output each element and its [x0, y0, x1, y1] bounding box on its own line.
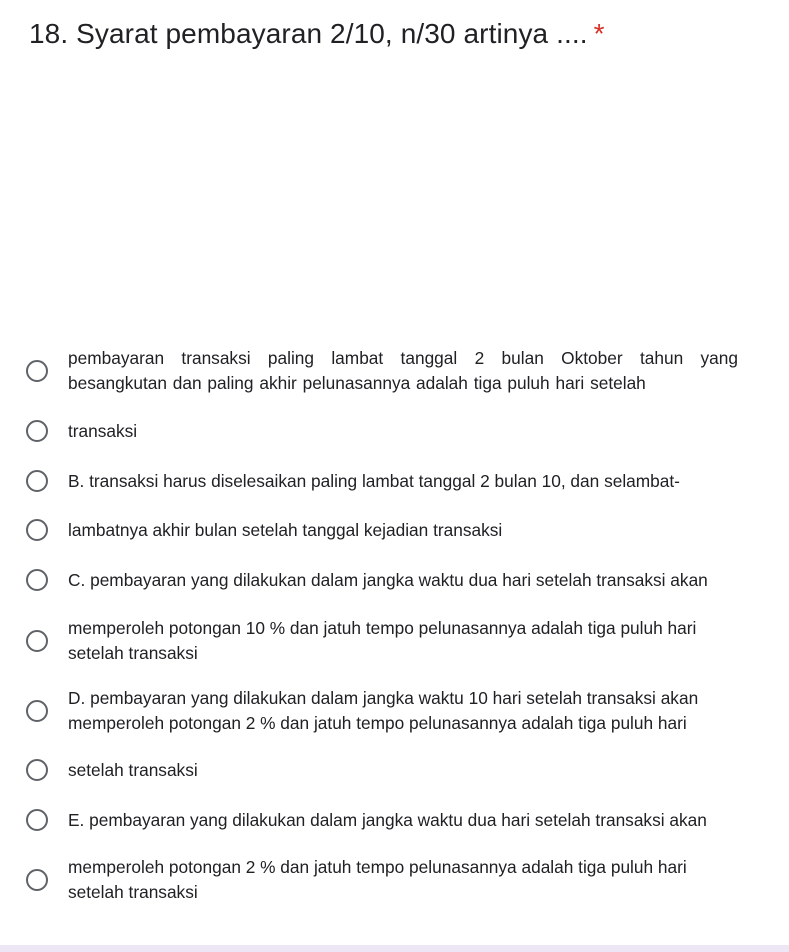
- radio-button[interactable]: [26, 630, 48, 652]
- option-label: setelah transaksi: [68, 760, 198, 780]
- required-asterisk: *: [593, 18, 605, 49]
- radio-option[interactable]: [26, 808, 738, 833]
- option-label: memperoleh potongan 10 % dan jatuh tempo pelunasannya adalah tiga puluh hari setelah transaksi: [68, 618, 697, 663]
- radio-option[interactable]: [26, 855, 738, 904]
- radio-option[interactable]: [26, 469, 738, 494]
- radio-button[interactable]: [26, 700, 48, 722]
- radio-button[interactable]: [26, 869, 48, 891]
- option-label: B. transaksi harus diselesaikan paling lambat tanggal 2 bulan 10, dan selambat-: [68, 471, 680, 491]
- radio-option[interactable]: [26, 568, 738, 593]
- option-label: memperoleh potongan 2 % dan jatuh tempo pelunasannya adalah tiga puluh hari setelah transaksi: [68, 857, 687, 902]
- radio-option[interactable]: [26, 346, 738, 395]
- option-label: D. pembayaran yang dilakukan dalam jangka waktu 10 hari setelah transaksi akan memperoleh potongan 2 % dan jatuh tempo pelunasannya adalah tiga puluh hari: [68, 688, 699, 733]
- radio-option[interactable]: [26, 758, 738, 783]
- option-label: E. pembayaran yang dilakukan dalam jangka waktu dua hari setelah transaksi akan: [68, 810, 707, 830]
- radio-button[interactable]: [26, 519, 48, 541]
- radio-button[interactable]: [26, 420, 48, 442]
- option-label: pembayaran transaksi paling lambat tanggal 2 bulan Oktober tahun yang besangkutan dan paling akhir pelunasannya adalah tiga puluh hari setelah: [68, 348, 738, 393]
- option-label: transaksi: [68, 421, 138, 441]
- card-bottom-divider: [0, 945, 789, 952]
- radio-option[interactable]: [26, 686, 738, 735]
- radio-button[interactable]: [26, 809, 48, 831]
- radio-button[interactable]: [26, 759, 48, 781]
- question-title-row: [29, 18, 605, 50]
- radio-button[interactable]: [26, 360, 48, 382]
- option-label: C. pembayaran yang dilakukan dalam jangka waktu dua hari setelah transaksi akan: [68, 570, 708, 590]
- radio-button[interactable]: [26, 569, 48, 591]
- question-title: 18. Syarat pembayaran 2/10, n/30 artinya ....: [29, 18, 588, 49]
- option-label: lambatnya akhir bulan setelah tanggal kejadian transaksi: [68, 520, 503, 540]
- radio-option[interactable]: [26, 616, 738, 665]
- radio-option[interactable]: [26, 518, 738, 543]
- radio-button[interactable]: [26, 470, 48, 492]
- radio-option[interactable]: [26, 419, 738, 444]
